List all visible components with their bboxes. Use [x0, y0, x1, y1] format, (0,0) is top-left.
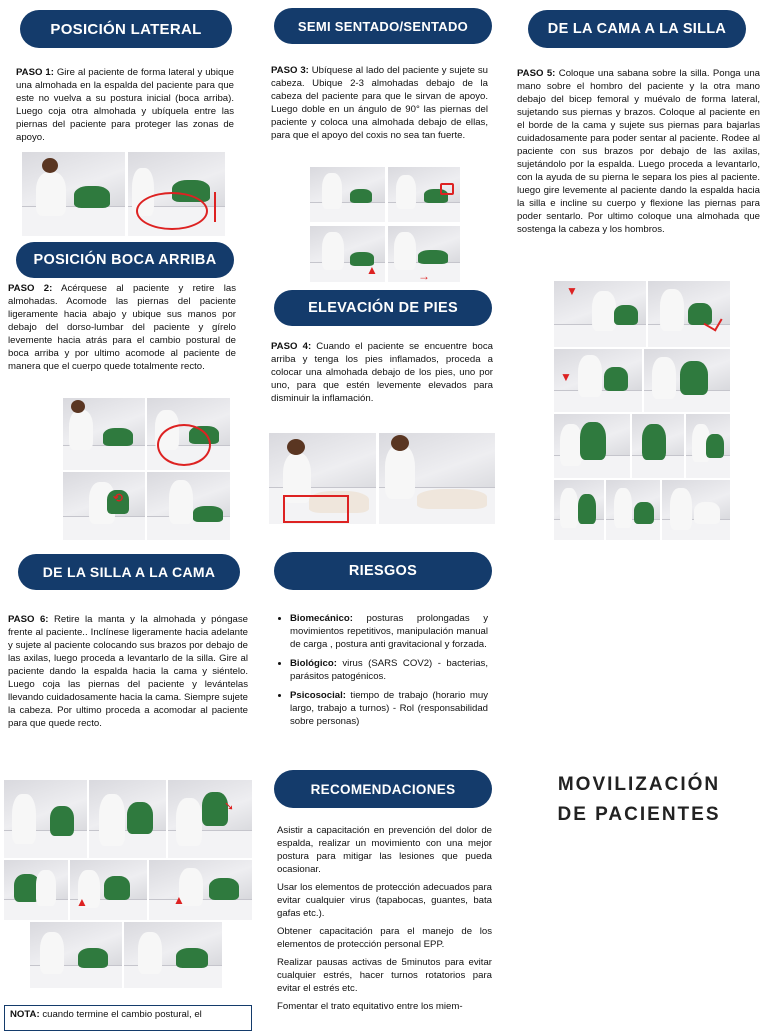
- paso-2-body: Acérquese al paciente y retire las almohadas. Acomode las piernas del paciente ligeramente hacia abajo y ubique sus manos por debajo del dorso-lumbar del paciente y gírelo levemente hacia atrás para el cambio postural de boca arriba y por ultimo acomode al paciente de manera que el cuerpo quede totalmente recto.: [8, 283, 236, 372]
- paso-6-text: [8, 613, 248, 730]
- heading-posicion-boca-arriba: POSICIÓN BOCA ARRIBA: [16, 242, 234, 278]
- recomendacion-item: Realizar pausas activas de 5minutos para evitar cualquier estrés, hacer turnos rotatorios para evitar el estrés etc.: [277, 957, 492, 994]
- paso-5-body: Coloque una sabana sobre la silla. Ponga una mano sobre el hombro del paciente y la otra mano debajo del bicep femoral y muévalo de forma lateral, sujetando sus piernas y brazos. Coloque al paciente en el borde de la cama y sujete sus piernas para bajarlas cuidadosamente para poder sentar al paciente. Rodee al paciente con sus brazos por debajo de las axilas, sujetándolo por la espalda. Luego proceda a levantarlo, con la ayuda de su pierna le separa los pies al paciente. luego gire levemente al paciente dando la espalda hacia la silla e incline su cuerpo y flexione las piernas para poder sentarlo. Por ultimo coloque una almohada que sostenga la cabeza y los hombros.: [517, 68, 761, 235]
- brochure-title: [520, 770, 758, 830]
- paso-3-text: [271, 64, 488, 142]
- heading-riesgos: RIESGOS: [274, 552, 492, 590]
- photo-elevacion-1: [269, 433, 376, 524]
- paso-4-label: PASO 4:: [271, 341, 312, 352]
- photo-semi-3: ▲: [310, 226, 385, 282]
- recomendacion-item: Obtener capacitación para el manejo de los elementos de protección personal EPP.: [277, 926, 492, 950]
- paso-1-body: Gire al paciente de forma lateral y ubique una almohada en la espalda del paciente para que este no vuelva a su postura inicial (boca arriba). Luego coja otra almohada y ubíquela entre las piernas del paciente para proteger las zonas de apoyo.: [16, 67, 234, 143]
- riesgo-item: [290, 689, 488, 728]
- paso-6-label: PASO 6:: [8, 614, 49, 625]
- paso-1-text: [16, 66, 234, 144]
- riesgo-item: [290, 612, 488, 651]
- photo-cama-silla-8: [554, 480, 604, 540]
- photo-semi-4: →: [388, 226, 460, 282]
- riesgo-body: virus (SARS COV2) - bacterias, parásitos patogénicos.: [290, 658, 488, 682]
- photo-silla-cama-1: [4, 780, 87, 858]
- paso-4-text: [271, 340, 493, 405]
- photo-cama-silla-4: [644, 349, 730, 412]
- photo-silla-cama-2: [89, 780, 166, 858]
- photo-cama-silla-2: [648, 281, 730, 347]
- heading-recomendaciones: RECOMENDACIONES: [274, 770, 492, 808]
- nota-label: NOTA:: [10, 1009, 40, 1020]
- recomendacion-item: Fomentar el trato equitativo entre los miem-: [277, 1001, 463, 1012]
- paso-2-label: PASO 2:: [8, 283, 53, 294]
- photo-cama-silla-3: ▼: [554, 349, 642, 412]
- heading-de-la-silla-a-la-cama: DE LA SILLA A LA CAMA: [18, 554, 240, 590]
- recomendaciones-list: [277, 824, 492, 1024]
- paso-5-text: [517, 67, 760, 236]
- photo-silla-cama-3: ➘: [168, 780, 252, 858]
- photo-cama-silla-1: ▼: [554, 281, 646, 347]
- paso-2-text: [8, 282, 236, 373]
- photo-silla-cama-8: [124, 922, 222, 988]
- riesgo-item: [290, 657, 488, 683]
- photo-cama-silla-10: [662, 480, 730, 540]
- riesgo-label: Psicosocial:: [290, 690, 346, 701]
- photo-boca-arriba-4: [147, 472, 230, 540]
- heading-posicion-lateral: POSICIÓN LATERAL: [20, 10, 232, 48]
- photo-boca-arriba-1: [63, 398, 145, 470]
- riesgo-body: posturas prolongadas y movimientos repetitivos, manipulación manual de carga , postura anti gravitacional y forzada.: [290, 613, 488, 650]
- photo-silla-cama-4: [4, 860, 68, 920]
- paso-3-label: PASO 3:: [271, 65, 309, 76]
- recomendacion-item: Usar los elementos de protección adecuados para evitar cualquier virus (tapabocas, guantes, bata gafas etc.).: [277, 882, 492, 919]
- photo-semi-1: [310, 167, 385, 222]
- photo-lateral-2: [128, 152, 225, 236]
- photo-elevacion-2: [379, 433, 495, 524]
- photo-silla-cama-5: ▲: [70, 860, 147, 920]
- heading-de-la-cama-a-la-silla: DE LA CAMA A LA SILLA: [528, 10, 746, 48]
- recomendacion-item: Asistir a capacitación en prevención del dolor de espalda, realizar un movimiento con una mejor postura para mitigar las lesiones que pueda ocasionar.: [277, 825, 492, 875]
- photo-lateral-1: [22, 152, 125, 236]
- photo-cama-silla-7: [686, 414, 730, 478]
- heading-semi-sentado: SEMI SENTADO/SENTADO: [274, 8, 492, 44]
- nota-body: cuando termine el cambio postural, el: [39, 1009, 202, 1020]
- title-line-2: DE PACIENTES: [557, 804, 721, 825]
- paso-6-body: Retire la manta y la almohada y póngase frente al paciente.. Inclínese ligeramente hacia adelante y sujete al paciente colocando sus brazos por debajo de las axilas, luego proceda a levantarlo de la silla. Gire al paciente dando la espalda hacia la cama y siéntelo. Luego coja las piernas del paciente y levántelas llevando cuidadosamente hacia la cama. Siempre sujete la cabeza. Por ultimo proceda a acomodar al paciente para que quede recto.: [8, 614, 248, 729]
- title-line-1: MOVILIZACIÓN: [557, 774, 721, 795]
- paso-4-body: Cuando el paciente se encuentre boca arriba y tenga los pies inflamados, proceda a colocar una almohada debajo de los pies, uno por uno, para que estén levemente elevados para disminuir la inflamación.: [271, 341, 493, 404]
- paso-5-label: PASO 5:: [517, 68, 556, 79]
- nota-box: [4, 1005, 252, 1031]
- photo-cama-silla-5: [554, 414, 630, 478]
- photo-silla-cama-6: ▲: [149, 860, 252, 920]
- riesgo-body: tiempo de trabajo (horario muy largo, trabajo a turnos) - Rol (responsabilidad sobre personas): [290, 690, 488, 727]
- photo-cama-silla-6: [632, 414, 684, 478]
- photo-cama-silla-9: [606, 480, 660, 540]
- riesgo-label: Biológico:: [290, 658, 337, 669]
- heading-elevacion-de-pies: ELEVACIÓN DE PIES: [274, 290, 492, 326]
- photo-semi-2: [388, 167, 460, 222]
- photo-boca-arriba-2: [147, 398, 230, 470]
- photo-silla-cama-7: [30, 922, 122, 988]
- photo-boca-arriba-3: ⟲: [63, 472, 145, 540]
- riesgo-label: Biomecánico:: [290, 613, 353, 624]
- paso-3-body: Ubíquese al lado del paciente y sujete su cabeza. Ubique 2-3 almohadas debajo de la cabeza del paciente para que le sirvan de apoyo. Luego doble en un ángulo de 90° las piernas del paciente y coloca una almohada debajo de ellas, para que el apoyo del coxis no sea tan fuerte.: [271, 65, 489, 141]
- paso-1-label: PASO 1:: [16, 67, 54, 78]
- riesgos-list: [280, 612, 488, 734]
